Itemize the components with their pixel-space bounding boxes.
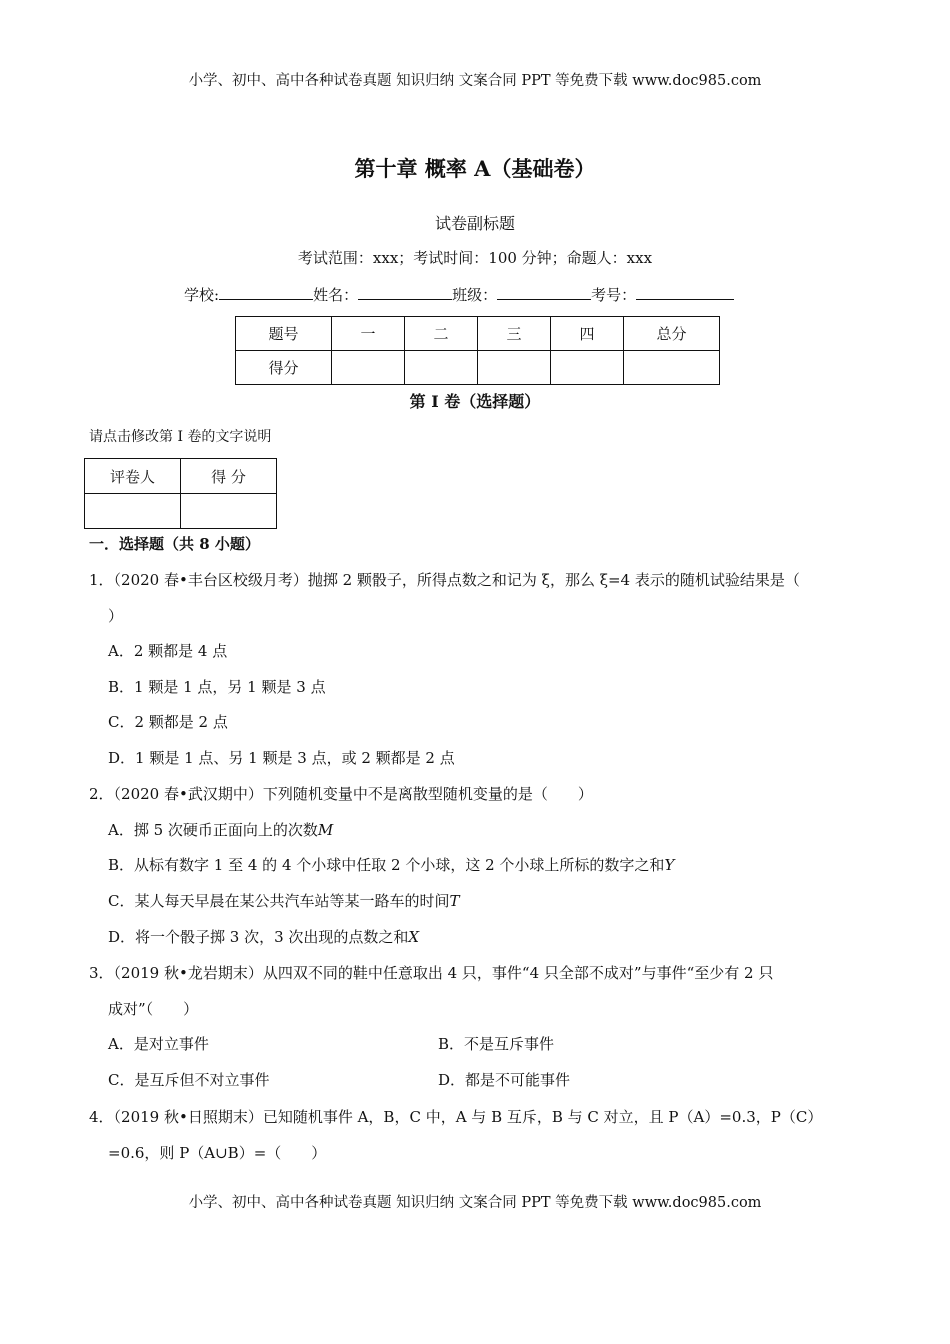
score-row-label: 得分 — [236, 351, 332, 385]
question-3-option-d[interactable]: D．都是不可能事件 — [438, 1071, 571, 1089]
exam-info: 考试范围：xxx；考试时间：100 分钟；命题人：xxx — [297, 249, 653, 267]
school-blank[interactable] — [219, 285, 313, 300]
score-header-cell: 题号 — [236, 317, 332, 351]
question-3-stem: 3．（2019 秋•龙岩期末）从四双不同的鞋中任意取出 4 只，事件“4 只全部不成对”与事件“至少有 2 只 — [89, 964, 774, 982]
score-cell[interactable] — [551, 351, 624, 385]
score-cell[interactable] — [332, 351, 405, 385]
part-title: 一．选择题（共 8 小题） — [89, 535, 260, 553]
question-3-option-b[interactable]: B．不是互斥事件 — [438, 1035, 555, 1053]
question-1-option-c[interactable]: C．2 颗都是 2 点 — [108, 713, 228, 731]
page-subtitle: 试卷副标题 — [434, 214, 515, 233]
footer-note: 小学、初中、高中各种试卷真题 知识归纳 文案合同 PPT 等免费下载 www.doc985.com — [188, 1195, 762, 1211]
name-label: 姓名： — [313, 286, 359, 304]
question-1-option-a[interactable]: A．2 颗都是 4 点 — [108, 642, 228, 660]
score-cell[interactable] — [478, 351, 551, 385]
option-text: A．掷 5 次硬币正面向上的次数 — [108, 821, 318, 839]
score-header-cell: 四 — [551, 317, 624, 351]
score-table-value-row — [236, 351, 720, 385]
score-cell[interactable] — [624, 351, 720, 385]
option-text: D．将一个骰子掷 3 次，3 次出现的点数之和 — [108, 928, 409, 946]
option-variable: M — [317, 821, 334, 839]
number-label: 考号： — [591, 286, 637, 304]
question-2-option-d[interactable] — [108, 926, 419, 947]
grader-score-cell[interactable] — [181, 494, 277, 529]
option-text: C．某人每天早晨在某公共汽车站等某一路车的时间 — [108, 892, 450, 910]
question-2-option-c[interactable] — [108, 890, 460, 911]
score-header-cell: 二 — [405, 317, 478, 351]
question-4-stem: 4．（2019 秋•日照期末）已知随机事件 A，B，C 中，A 与 B 互斥，B 与 C 对立，且 P（A）=0.3，P（C） — [89, 1108, 823, 1126]
grader-label: 评卷人 — [85, 459, 181, 494]
question-1-option-d[interactable]: D．1 颗是 1 点、另 1 颗是 3 点，或 2 颗都是 2 点 — [108, 749, 455, 767]
class-label: 班级： — [452, 286, 498, 304]
question-1-stem-cont: ） — [108, 607, 124, 625]
question-4-stem-cont: =0.6，则 P（A∪B）=（ ） — [108, 1144, 327, 1162]
number-blank[interactable] — [636, 285, 734, 300]
option-variable: T — [449, 892, 460, 910]
question-1-option-b[interactable]: B．1 颗是 1 点，另 1 颗是 3 点 — [108, 678, 326, 696]
section-title: 第 I 卷（选择题） — [409, 392, 541, 411]
score-header-cell: 三 — [478, 317, 551, 351]
section-hint: 请点击修改第 I 卷的文字说明 — [89, 429, 272, 445]
score-label: 得 分 — [181, 459, 277, 494]
score-table — [235, 316, 720, 385]
option-text: B．从标有数字 1 至 4 的 4 个小球中任取 2 个小球，这 2 个小球上所标的数字之和 — [108, 856, 665, 874]
class-blank[interactable] — [497, 285, 591, 300]
grader-table — [84, 458, 277, 529]
score-header-cell: 总分 — [624, 317, 720, 351]
question-1-stem: 1．（2020 春•丰台区校级月考）抛掷 2 颗骰子，所得点数之和记为 ξ，那么 ξ=4 表示的随机试验结果是（ — [89, 571, 800, 589]
header-note: 小学、初中、高中各种试卷真题 知识归纳 文案合同 PPT 等免费下载 www.doc985.com — [188, 73, 762, 89]
name-blank[interactable] — [358, 285, 452, 300]
question-3-option-c[interactable]: C．是互斥但不对立事件 — [108, 1071, 270, 1089]
student-info-fields — [184, 284, 734, 305]
school-label: 学校: — [184, 286, 220, 304]
question-2-option-a[interactable] — [108, 819, 333, 840]
question-3-stem-cont: 成对”（ ） — [108, 1000, 199, 1018]
question-2-option-b[interactable] — [108, 854, 674, 875]
option-variable: Y — [664, 856, 675, 874]
question-2-stem: 2．（2020 春•武汉期中）下列随机变量中不是离散型随机变量的是（ ） — [89, 785, 593, 803]
score-table-header-row — [236, 317, 720, 351]
score-cell[interactable] — [405, 351, 478, 385]
page-title: 第十章 概率 A（基础卷） — [354, 156, 596, 181]
grader-cell[interactable] — [85, 494, 181, 529]
score-header-cell: 一 — [332, 317, 405, 351]
question-3-option-a[interactable]: A．是对立事件 — [108, 1035, 209, 1053]
option-variable: X — [408, 928, 420, 946]
